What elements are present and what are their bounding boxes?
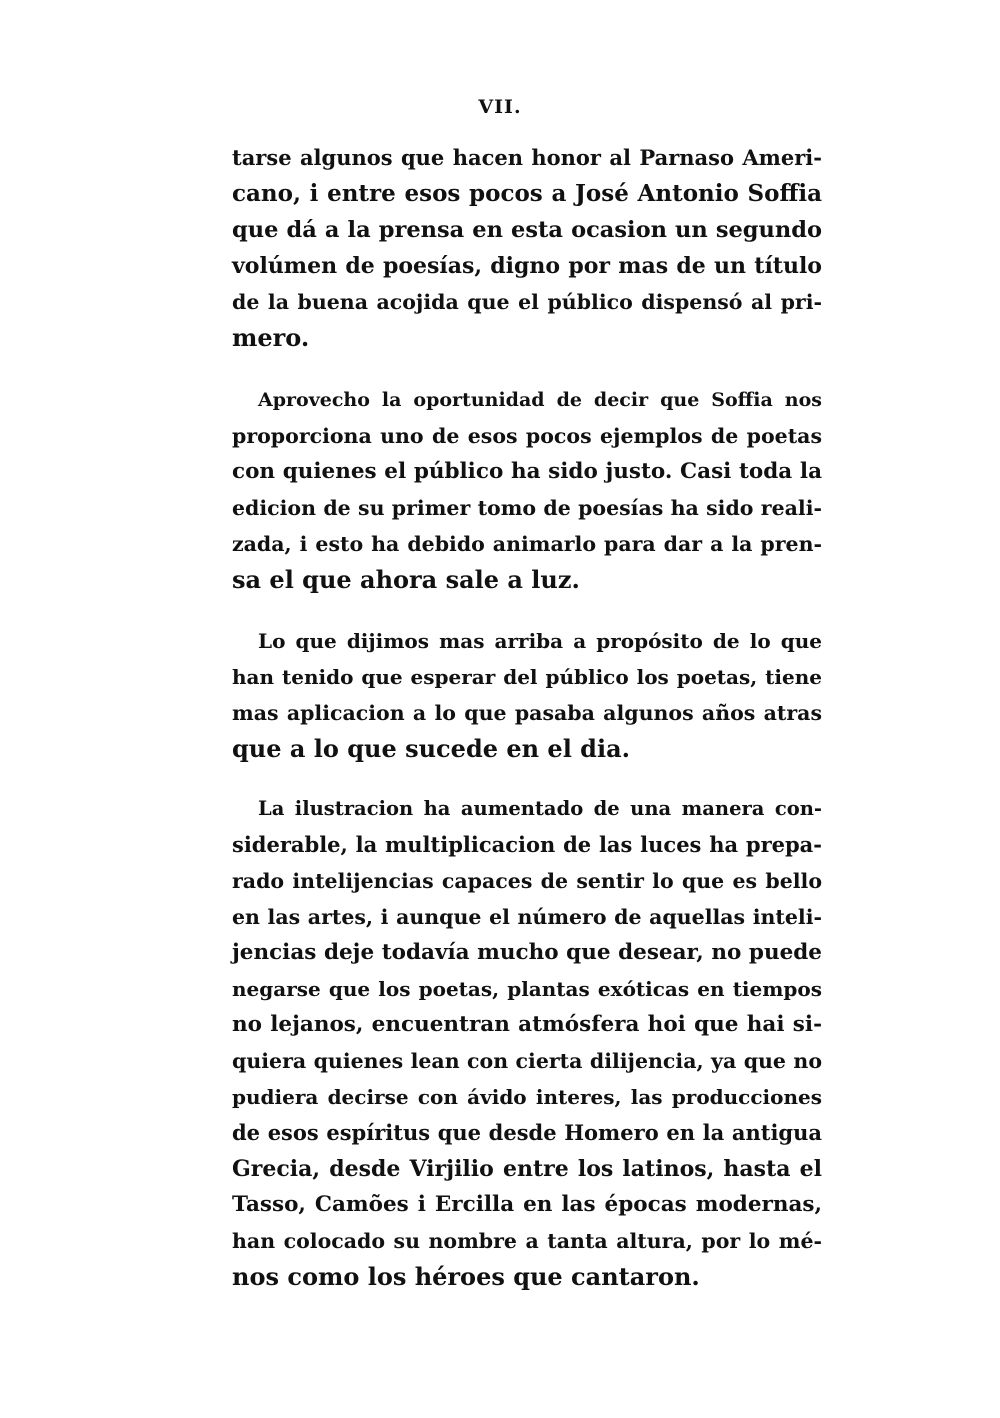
text-line: de la buena acojida que el público dispensó al pri- (232, 290, 822, 314)
text-line: que dá a la prensa en esta ocasion un segundo (232, 217, 822, 243)
text-line: quiera quienes lean con cierta dilijencia, ya que no (232, 1049, 822, 1073)
text-line: Grecia, desde Virjilio entre los latinos, hasta el (232, 1156, 822, 1182)
page-number: VII. (478, 96, 522, 118)
text-line: sa el que ahora sale a luz. (232, 565, 580, 594)
text-line: de esos espíritus que desde Homero en la antigua (232, 1120, 822, 1145)
text-line: en las artes, i aunque el número de aquellas inteli- (232, 905, 822, 929)
paragraph-2 (232, 382, 822, 598)
text-line: siderable, la multiplicacion de las luces ha prepa- (232, 832, 822, 857)
text-line: mas aplicacion a lo que pasaba algunos años atras (232, 701, 822, 725)
text-line: nos como los héroes que cantaron. (232, 1262, 700, 1291)
text-line: pudiera decirse con ávido interes, las producciones (232, 1085, 822, 1109)
text-line: rado intelijencias capaces de sentir lo que es bello (232, 869, 822, 893)
text-line: Lo que dijimos mas arriba a propósito de lo que (258, 629, 822, 653)
text-line: han colocado su nombre a tanta altura, por lo mé- (232, 1229, 822, 1253)
text-line: edicion de su primer tomo de poesías ha sido reali- (232, 496, 822, 520)
text-line: han tenido que esperar del público los poetas, tiene (232, 665, 822, 689)
text-line: tarse algunos que hacen honor al Parnaso Ameri- (232, 145, 822, 170)
text-line: volúmen de poesías, digno por mas de un título (232, 253, 822, 279)
paragraph-4 (232, 791, 822, 1295)
text-line: Aprovecho la oportunidad de decir que Soffia nos (258, 389, 822, 411)
text-line: La ilustracion ha aumentado de una manera con- (258, 797, 822, 820)
text-line: Tasso, Camões i Ercilla en las épocas modernas, (232, 1192, 822, 1217)
text-line: con quienes el público ha sido justo. Casi toda la (232, 459, 822, 484)
text-line: proporciona uno de esos pocos ejemplos de poetas (232, 424, 822, 448)
text-line: jencias deje todavía mucho que desear, no puede (232, 940, 822, 965)
text-line: zada, i esto ha debido animarlo para dar a la pren- (232, 532, 822, 556)
text-line: no lejanos, encuentran atmósfera hoi que hai si- (232, 1012, 822, 1037)
text-line: cano, i entre esos pocos a José Antonio Soffia (232, 180, 822, 207)
text-line: negarse que los poetas, plantas exóticas en tiempos (232, 977, 822, 1001)
text-line: que a lo que sucede en el dia. (232, 734, 630, 763)
paragraph-3 (232, 623, 822, 767)
text-line: mero. (232, 323, 310, 352)
paragraph-1 (232, 140, 822, 356)
